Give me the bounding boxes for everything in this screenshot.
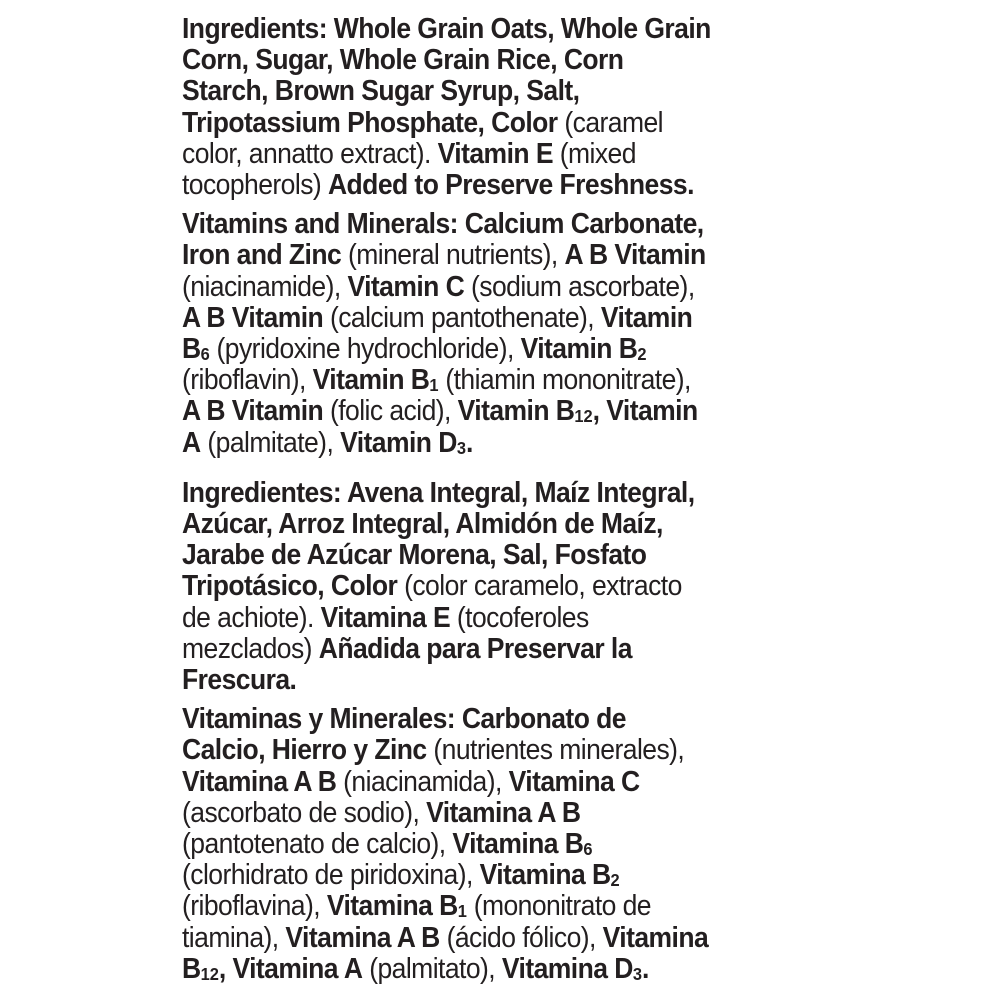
bold-text: Corn, Sugar, Whole Grain Rice, Corn	[182, 44, 624, 77]
regular-text: mezclados)	[182, 632, 319, 665]
text-line	[182, 209, 796, 240]
regular-text: (folic acid),	[323, 395, 458, 428]
paragraph-vitamins-es	[182, 704, 796, 985]
paragraph-ingredients-es	[182, 478, 796, 696]
text-line	[182, 954, 796, 985]
bold-text: A	[182, 426, 201, 459]
bold-text: .	[641, 952, 649, 985]
paragraph-vitamins-en	[182, 209, 796, 459]
regular-text: (mineral nutrients),	[341, 239, 565, 272]
text-line	[182, 860, 796, 891]
bold-text: Added to Preserve Freshness.	[327, 169, 694, 202]
ingredients-label	[182, 14, 796, 985]
bold-text: Vitamina	[602, 921, 709, 954]
text-line	[182, 76, 796, 107]
text-line	[182, 478, 796, 509]
regular-text: (clorhidrato de piridoxina),	[182, 859, 480, 892]
regular-text: color, annatto extract).	[182, 137, 438, 170]
bold-text: Azúcar, Arroz Integral, Almidón de Maíz,	[182, 508, 663, 541]
subscript-text: 3	[632, 964, 642, 984]
regular-text: (thiamin mononitrate),	[438, 364, 691, 397]
bold-text: A B Vitamin	[564, 239, 706, 272]
regular-text: (palmitato),	[362, 952, 502, 985]
bold-text: Añadida para Preservar la	[318, 632, 632, 665]
subscript-text: 12	[200, 964, 219, 984]
text-line	[182, 272, 796, 303]
regular-text: de achiote).	[182, 601, 321, 634]
bold-text: B	[182, 333, 201, 366]
bold-text: Vitamin B	[520, 333, 638, 366]
subscript-text: 1	[457, 901, 467, 922]
bold-text: A B Vitamin	[182, 301, 324, 334]
bold-text: Vitamina D	[501, 952, 633, 985]
regular-text: tiamina),	[182, 921, 286, 954]
bold-text: Iron and Zinc	[182, 239, 342, 272]
text-line	[182, 767, 796, 798]
text-line	[182, 891, 796, 922]
bold-text: Vitamina A B	[182, 765, 337, 798]
regular-text: (ácido fólico),	[439, 921, 603, 954]
bold-text: Vitamina B	[326, 890, 458, 923]
bold-text: Vitaminas y Minerales: Carbonato de	[182, 703, 626, 736]
text-line	[182, 798, 796, 829]
bold-text: , Vitamina A	[218, 952, 363, 985]
text-line	[182, 829, 796, 860]
text-line	[182, 303, 796, 334]
bold-text: Ingredients: Whole Grain Oats, Whole Grain	[182, 13, 711, 45]
text-line	[182, 396, 796, 427]
paragraph-ingredients-en	[182, 14, 796, 201]
bold-text: Vitamin B	[312, 364, 430, 397]
bold-text: A B Vitamin	[182, 395, 324, 428]
bold-text: Vitamin D	[340, 426, 457, 459]
bold-text: Starch, Brown Sugar Syrup, Salt,	[182, 75, 580, 108]
bold-text: Vitamina A B	[426, 796, 581, 829]
regular-text: (ascorbato de sodio),	[182, 796, 427, 829]
bold-text: Frescura.	[182, 664, 297, 697]
regular-text: (palmitate),	[200, 426, 341, 459]
regular-text: (pantotenato de calcio),	[182, 828, 453, 861]
text-line	[182, 509, 796, 540]
text-line	[182, 603, 796, 634]
bold-text: Vitamin B	[457, 395, 575, 428]
bold-text: Vitamin C	[347, 270, 465, 303]
subscript-text: 3	[456, 437, 466, 458]
regular-text: (niacinamide),	[182, 270, 348, 303]
bold-text: Jarabe de Azúcar Morena, Sal, Fosfato	[182, 539, 647, 572]
text-line	[182, 240, 796, 271]
subscript-text: 2	[637, 344, 647, 365]
regular-text: (riboflavina),	[182, 890, 327, 923]
text-line	[182, 14, 796, 45]
bold-text: Vitamins and Minerals: Calcium Carbonate,	[182, 208, 704, 241]
text-line	[182, 634, 796, 665]
regular-text: (mononitrato de	[466, 890, 651, 923]
subscript-text: 6	[200, 344, 210, 365]
subscript-text: 2	[610, 870, 620, 891]
bold-text: Ingredientes: Avena Integral, Maíz Integral,	[182, 476, 695, 509]
text-line	[182, 170, 796, 201]
text-line	[182, 428, 796, 459]
regular-text: (color caramelo, extracto	[397, 570, 682, 603]
regular-text: (nutrientes minerales),	[426, 734, 685, 767]
regular-text: (mixed	[552, 137, 636, 170]
text-line	[182, 571, 796, 602]
subscript-text: 1	[429, 375, 439, 396]
text-line	[182, 704, 796, 735]
regular-text: (caramel	[557, 106, 663, 139]
bold-text: .	[465, 426, 473, 459]
regular-text: (tocoferoles	[450, 601, 589, 634]
text-line	[182, 923, 796, 954]
bold-text: , Vitamin	[592, 395, 698, 428]
regular-text: (pyridoxine hydrochloride),	[209, 333, 521, 366]
bold-text: Tripotásico, Color	[182, 570, 398, 603]
regular-text: (sodium ascorbate),	[464, 270, 695, 303]
regular-text: (riboflavin),	[182, 364, 313, 397]
bold-text: Calcio, Hierro y Zinc	[182, 734, 427, 767]
text-line	[182, 540, 796, 571]
regular-text: (calcium pantothenate),	[323, 301, 601, 334]
text-line	[182, 334, 796, 365]
subscript-text: 6	[583, 839, 593, 860]
text-line	[182, 45, 796, 76]
bold-text: Vitamina A B	[285, 921, 440, 954]
regular-text: (niacinamida),	[336, 765, 509, 798]
bold-text: Vitamina C	[508, 765, 640, 798]
bold-text: Vitamina E	[320, 601, 451, 634]
text-line	[182, 365, 796, 396]
bold-text: Vitamin	[600, 301, 693, 334]
regular-text: tocopherols)	[182, 169, 328, 202]
text-line	[182, 665, 796, 696]
bold-text: Vitamina B	[479, 859, 611, 892]
text-line	[182, 735, 796, 766]
bold-text: Tripotassium Phosphate, Color	[182, 106, 558, 139]
text-line	[182, 139, 796, 170]
bold-text: B	[182, 952, 201, 985]
bold-text: Vitamin E	[437, 137, 553, 170]
text-line	[182, 108, 796, 139]
bold-text: Vitamina B	[452, 828, 584, 861]
subscript-text: 12	[574, 406, 593, 427]
